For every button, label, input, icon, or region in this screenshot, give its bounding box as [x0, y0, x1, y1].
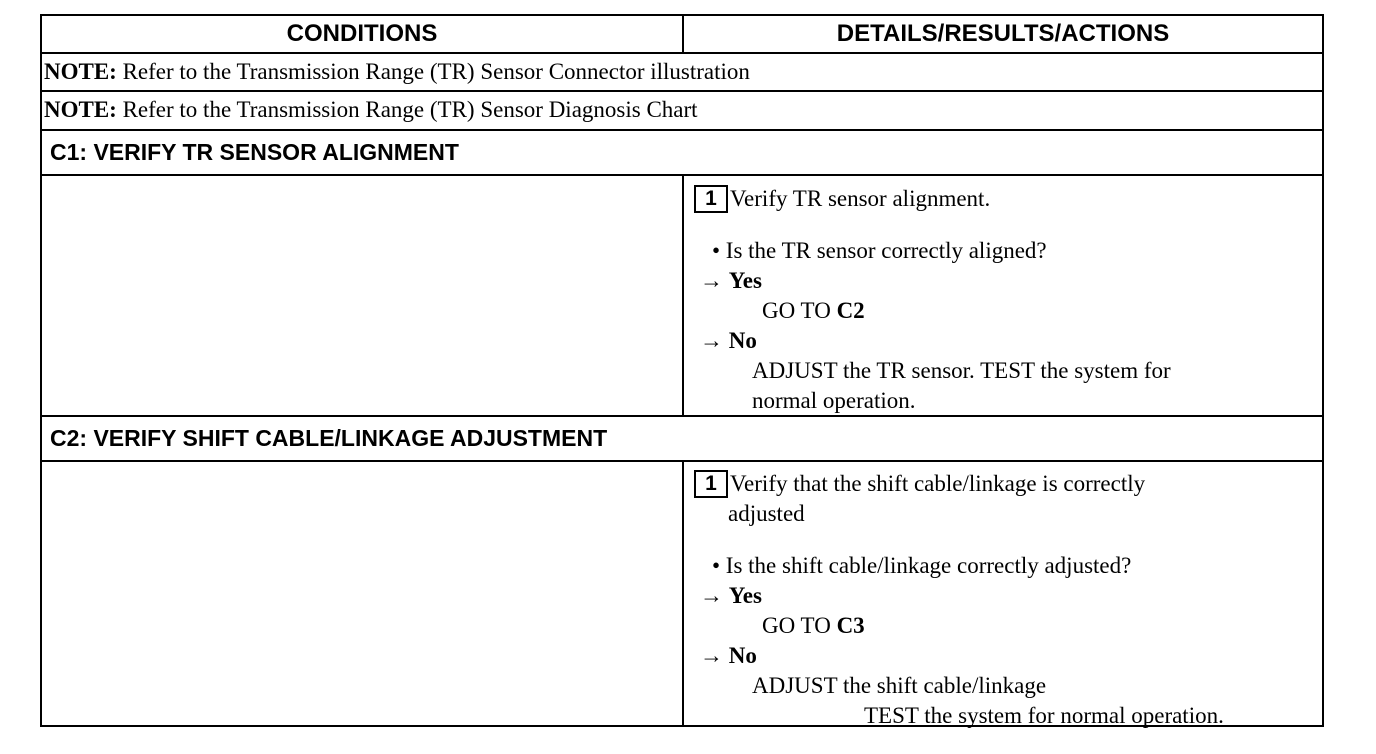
arrow-icon: →: [700, 328, 729, 353]
step-number-box: 1: [694, 470, 728, 498]
c2-no-branch: [694, 641, 1314, 671]
c2-question: • Is the shift cable/linkage correctly adjusted?: [712, 553, 1132, 578]
note-label: NOTE:: [44, 59, 117, 84]
arrow-icon: →: [700, 643, 729, 668]
note-text: Refer to the Transmission Range (TR) Sensor Diagnosis Chart: [116, 97, 698, 122]
c1-yes-action: [694, 296, 1314, 326]
step-text: Verify that the shift cable/linkage is correctly: [730, 471, 1146, 496]
section-c2-header: [42, 417, 1322, 462]
note-row-diagnosis-chart: [42, 92, 1322, 131]
goto-target: C3: [836, 613, 865, 638]
step-text-continued: adjusted: [728, 501, 805, 526]
column-divider: [682, 176, 684, 415]
step-number-box: 1: [694, 185, 728, 213]
yes-label: Yes: [728, 268, 762, 293]
goto-prefix: GO TO: [762, 613, 837, 638]
no-label: No: [728, 328, 757, 353]
c2-no-action-1: ADJUST the shift cable/linkage: [752, 673, 1047, 698]
conditions-header: CONDITIONS: [286, 20, 438, 47]
section-c1-body: [42, 176, 1322, 417]
goto-target: C2: [836, 298, 865, 323]
c1-yes-branch: [694, 266, 1314, 296]
section-c2-body: [42, 462, 1322, 728]
c1-details: [694, 184, 1314, 416]
c1-no-action-1: ADJUST the TR sensor. TEST the system for: [752, 358, 1171, 383]
c2-no-action-2: TEST the system for normal operation.: [864, 703, 1224, 728]
c2-step: [694, 469, 1314, 499]
section-c2-title: C2: VERIFY SHIFT CABLE/LINKAGE ADJUSTMENT: [50, 425, 608, 451]
yes-label: Yes: [728, 583, 762, 608]
table-header: [42, 16, 1322, 54]
note-label: NOTE:: [44, 97, 117, 122]
c2-details: [694, 469, 1314, 731]
c1-step: [694, 184, 1314, 214]
c1-no-branch: [694, 326, 1314, 356]
no-label: No: [728, 643, 757, 668]
goto-prefix: GO TO: [762, 298, 837, 323]
column-divider: [682, 462, 684, 725]
c2-yes-branch: [694, 581, 1314, 611]
arrow-icon: →: [700, 583, 729, 608]
section-c1-header: [42, 131, 1322, 176]
note-row-connector: [42, 54, 1322, 92]
details-header: DETAILS/RESULTS/ACTIONS: [836, 20, 1170, 47]
arrow-icon: →: [700, 268, 729, 293]
note-text: Refer to the Transmission Range (TR) Sensor Connector illustration: [116, 59, 750, 84]
c1-question: • Is the TR sensor correctly aligned?: [712, 238, 1047, 263]
step-text: Verify TR sensor alignment.: [730, 186, 991, 211]
section-c1-title: C1: VERIFY TR SENSOR ALIGNMENT: [50, 139, 459, 165]
c2-yes-action: [694, 611, 1314, 641]
c1-no-action-2: normal operation.: [752, 388, 916, 413]
diagnostic-table: [40, 14, 1324, 727]
